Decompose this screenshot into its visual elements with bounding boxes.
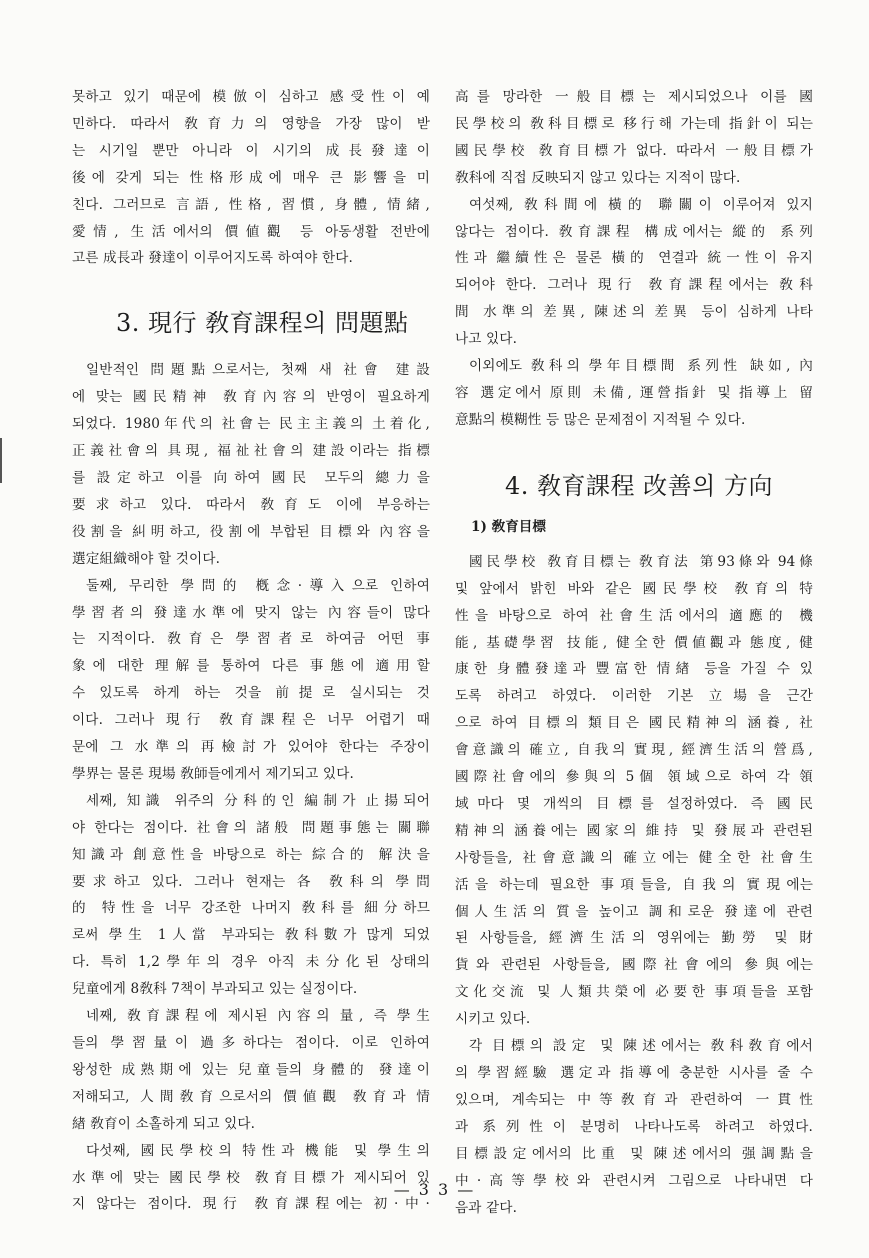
text-line: 저해되고, 人間敎育으로서의 價値觀 敎育과 情	[72, 1088, 430, 1105]
text-line: 음과 같다.	[455, 1199, 518, 1216]
text-line: 수 있도록 하게 하는 것을 前提로 실시되는 것	[72, 685, 430, 702]
text-line: 正義社會의 具現, 福祉社會의 建設이라는 指標	[72, 443, 430, 460]
text-line: 精神의 涵養에는 國家의 維持 및 發展과 관련된	[455, 822, 813, 839]
text-line: 個人生活의 質을 높이고 調和로운 發達에 관련	[455, 903, 813, 920]
paragraph-sixth-problem	[455, 192, 813, 353]
text-line: 選定組織해야 할 것이다.	[72, 550, 221, 567]
text-line: 다. 특히 1,2學年의 경우 아직 未分化된 상태의	[72, 954, 430, 971]
text-line: 둘째, 무리한 學問的 槪念·導入으로 인하여	[86, 577, 430, 594]
text-line: 要求하고 있다. 그러나 현재는 各 敎科의 學問	[72, 873, 430, 890]
paragraph-other-problems	[455, 353, 813, 434]
text-line: 야 한다는 점이다. 社會의 諸般 問題事態는 關聯	[72, 819, 430, 836]
text-line: 있으며, 계속되는 中等敎育과 관련하여 一貫性	[455, 1091, 813, 1108]
text-line: 學界는 물론 現場 敎師들에게서 제기되고 있다.	[72, 765, 354, 782]
text-line: 活을 하는데 필요한 事項들을, 自我의 實現에는	[455, 876, 813, 893]
text-line: 시키고 있다.	[455, 1011, 531, 1028]
paragraph-fourth-problem	[72, 1003, 430, 1138]
text-line: 네째, 敎育課程에 제시된 內容의 量, 즉 學生	[86, 1008, 430, 1025]
page-number: — 3 3 —	[393, 1180, 476, 1199]
text-line: 域마다 몇 개씩의 目標를 설정하였다. 즉 國民	[455, 795, 813, 812]
text-line: 間 水準의 差異, 陳述의 差異 등이 심하게 나타	[455, 304, 813, 321]
text-line: 및 앞에서 밝힌 바와 같은 國民學校 敎育의 特	[455, 580, 813, 597]
paragraph-second-problem	[72, 573, 430, 788]
text-line: 로써 學生 1人當 부과되는 敎科數가 많게 되었	[72, 927, 430, 944]
text-line: 도록 하려고 하였다. 이러한 기본 立場을 근간	[455, 688, 813, 705]
text-line: 의 學習經驗 選定과 指導에 충분한 시사를 줄 수	[455, 1065, 813, 1081]
text-line: 못하고 있기 때문에 模倣이 심하고 感受性이 예	[72, 89, 430, 105]
text-line: 高를 망라한 一般目標는 제시되었으나 이를 國	[455, 89, 813, 105]
text-line: 나고 있다.	[455, 331, 518, 348]
left-column	[72, 84, 430, 1218]
text-line: 要求하고 있다. 따라서 敎育도 이에 부응하는	[72, 496, 430, 513]
text-line: 中·高等學校와 관련시켜 그림으로 나타내면 다	[455, 1172, 813, 1189]
intro-paragraph	[72, 84, 430, 272]
text-line: 容 選定에서 原則 未備, 運營指針 및 指導上 留	[455, 384, 813, 401]
text-line: 性과 繼續性은 물론 橫的 연결과 統一性이 유지	[455, 250, 813, 267]
text-line: 들의 學習量이 過多하다는 점이다. 이로 인하여	[72, 1035, 430, 1051]
text-line: 學習者의 發達水準에 맞지 않는 內容들이 많다	[72, 604, 430, 621]
paragraph-fifth-problem-continued	[455, 84, 813, 192]
text-line: 는 지적이다. 敎育은 學習者로 하여금 어떤 事	[72, 631, 430, 648]
text-line: 왕성한 成熟期에 있는 兒童들의 身體的 發達이	[72, 1061, 430, 1078]
text-line: 緖 敎育이 소홀하게 되고 있다.	[72, 1115, 256, 1132]
text-line: 國民學校 敎育目標가 없다. 따라서 一般目標가	[455, 142, 813, 159]
text-line: 과 系列性이 분명히 나타나도록 하려고 하였다.	[455, 1118, 813, 1135]
text-line: 이외에도 敎科의 學年目標間 系列性 缺如, 內	[469, 358, 813, 375]
text-line: 일반적인 問題點으로서는, 첫째 새 社會 建設	[86, 362, 430, 379]
text-line: 康한 身體發達과 豐富한 情緖 등을 가질 수 있	[455, 661, 813, 678]
text-line: 민하다. 따라서 敎育力의 영향을 가장 많이 받	[72, 115, 430, 132]
text-line: 여섯째, 敎科間에 橫的 聯關이 이루어져 있지	[469, 196, 813, 213]
subsection-1-title: 1) 敎育目標	[471, 518, 546, 535]
text-line: 되어야 한다. 그러나 現行 敎育課程에서는 敎科	[455, 277, 813, 294]
text-line: 性을 바탕으로 하여 社會生活에서의 適應的 機	[455, 607, 813, 624]
text-line: 水準에 맞는 國民學校 敎育目標가 제시되어 있	[72, 1169, 430, 1186]
text-line: 지 않다는 점이다. 現行 敎育課程에는 初·中·	[72, 1196, 430, 1213]
text-line: 에 맞는 國民精神 敎育內容의 반영이 필요하게	[72, 389, 430, 406]
text-line: 문에 그 水準의 再檢討가 있어야 한다는 주장이	[72, 739, 430, 756]
text-line: 된 사항들을, 經濟生活의 영위에는 勤勞 및 財	[455, 930, 813, 947]
text-line: 意點의 模糊性 등 많은 문제점이 지적될 수 있다.	[455, 411, 746, 428]
text-line: 세째, 知識 위주의 分科的인 編制가 止揚되어	[86, 792, 430, 809]
text-line: 를 設定하고 이를 向하여 國民 모두의 總力을	[72, 469, 430, 486]
text-line: 다섯째, 國民學校의 特性과 機能 및 學生의	[86, 1142, 430, 1159]
text-line: 會意識의 確立, 自我의 實現, 經濟生活의 營爲,	[455, 742, 813, 759]
text-line: 되었다. 1980年代의 社會는 民主主義의 土着化,	[72, 416, 430, 433]
text-line: 않다는 점이다. 敎育課程 構成에서는 縱的 系列	[455, 223, 813, 240]
text-line: 兒童에게 8敎科 7책이 부과되고 있는 실정이다.	[72, 981, 358, 998]
text-line: 國際社會에의 參與의 5個 領域으로 하여 각 領	[455, 769, 813, 786]
text-line: 으로 하여 目標의 類目은 國民精神의 涵養, 社	[455, 715, 813, 732]
text-line: 文化交流 및 人類共榮에 必要한 事項들을 포함	[455, 984, 813, 1001]
text-line: 民學校의 敎科目標로 移行해 가는데 指針이 되는	[455, 115, 813, 132]
text-line: 能, 基礎學習 技能, 健全한 價値觀과 態度, 健	[455, 634, 813, 651]
text-line: 象에 대한 理解를 통하여 다른 事態에 適用할	[72, 658, 430, 675]
text-line: 친다. 그러므로 言語, 性格, 習慣, 身體, 情緒,	[72, 196, 430, 213]
section-3-title: 3. 現行 敎育課程의 問題點	[116, 309, 409, 338]
text-line: 知識과 創意性을 바탕으로 하는 綜合的 解決을	[72, 846, 430, 863]
text-line: 이다. 그러나 現行 敎育課程은 너무 어렵기 때	[72, 712, 430, 729]
text-line: 고른 成長과 發達이 이루어지도록 하여야 한다.	[72, 250, 354, 267]
text-line: 愛情, 生活에서의 價値觀 등 아동생활 전반에	[72, 223, 430, 240]
text-line: 後에 갖게 되는 性格形成에 매우 큰 影響을 미	[72, 169, 430, 186]
text-line: 目標設定에서의 比重 및 陳述에서의 强調點을	[455, 1145, 813, 1162]
text-line: 敎科에 직접 反映되지 않고 있다는 지적이 많다.	[455, 169, 741, 186]
text-line: 的 特性을 너무 강조한 나머지 敎科를 細分하므	[72, 900, 430, 917]
paragraph-first-problem	[72, 357, 430, 572]
text-line: 는 시기일 뿐만 아니라 이 시기의 成長發達이	[72, 142, 430, 159]
right-column	[455, 84, 813, 1221]
paragraph-fifth-problem	[72, 1138, 430, 1219]
paragraph-education-goals	[455, 549, 813, 1033]
text-line: 國民學校 敎育目標는 敎育法 第93條와 94條	[469, 553, 813, 570]
text-line: 각 目標의 設定 및 陳述에서는 敎科敎育에서	[469, 1038, 813, 1055]
text-line: 貨와 관련된 사항들을, 國際社會에의 參與에는	[455, 957, 813, 974]
binding-mark	[0, 438, 2, 483]
paragraph-third-problem	[72, 788, 430, 1003]
section-4-title: 4. 敎育課程 改善의 方向	[505, 471, 773, 500]
text-line: 役割을 糾明하고, 役割에 부합된 目標와 內容을	[72, 523, 430, 540]
text-line: 사항들을, 社會意識의 確立에는 健全한 社會生	[455, 849, 813, 866]
